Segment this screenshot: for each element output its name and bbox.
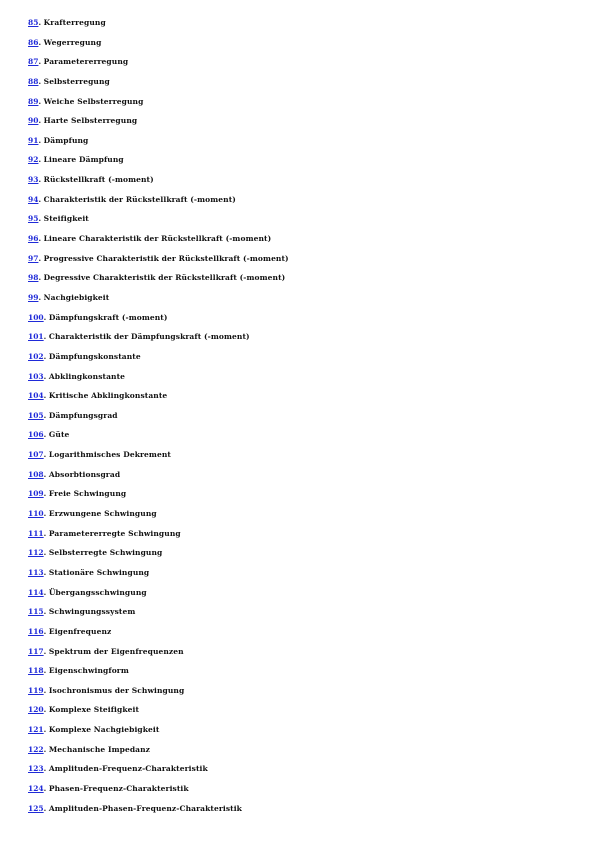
entry-number-link[interactable]: 103 xyxy=(28,371,44,381)
entry-term: Lineare Charakteristik der Rückstellkraft (-moment) xyxy=(43,234,272,244)
entry-term: Dämpfungskraft (-moment) xyxy=(48,312,168,322)
list-item xyxy=(28,685,289,705)
entry-term: Steifigkeit xyxy=(43,214,89,224)
separator: . xyxy=(43,607,49,617)
entry-number-link[interactable]: 117 xyxy=(28,646,44,656)
separator: . xyxy=(43,685,49,695)
list-item xyxy=(28,96,289,116)
entry-number-link[interactable]: 116 xyxy=(28,626,44,636)
entry-number-link[interactable]: 91 xyxy=(28,135,39,145)
list-item xyxy=(28,744,289,764)
list-item xyxy=(28,174,289,194)
list-item xyxy=(28,371,289,391)
list-item xyxy=(28,292,289,312)
entry-number-link[interactable]: 94 xyxy=(28,194,39,204)
entry-term: Eigenfrequenz xyxy=(48,626,112,636)
entry-term: Parametererregte Schwingung xyxy=(48,528,181,538)
entry-number-link[interactable]: 86 xyxy=(28,37,39,47)
entry-term: Wegerregung xyxy=(43,37,102,47)
entry-term: Degressive Charakteristik der Rückstellkraft (-moment) xyxy=(43,273,286,283)
entry-term: Dämpfungsgrad xyxy=(48,410,118,420)
separator: . xyxy=(43,410,49,420)
entry-number-link[interactable]: 92 xyxy=(28,155,39,165)
separator: . xyxy=(43,548,49,558)
entry-term: Komplexe Steifigkeit xyxy=(48,705,140,715)
entry-term: Progressive Charakteristik der Rückstellkraft (-moment) xyxy=(43,253,289,263)
list-item xyxy=(28,213,289,233)
entry-number-link[interactable]: 125 xyxy=(28,803,44,813)
list-item xyxy=(28,547,289,567)
entry-number-link[interactable]: 99 xyxy=(28,292,39,302)
separator: . xyxy=(43,430,49,440)
entry-term: Selbsterregte Schwingung xyxy=(48,548,163,558)
list-item xyxy=(28,135,289,155)
entry-number-link[interactable]: 105 xyxy=(28,410,44,420)
entry-number-link[interactable]: 102 xyxy=(28,351,44,361)
entry-number-link[interactable]: 118 xyxy=(28,666,44,676)
entry-term: Eigenschwingform xyxy=(48,666,129,676)
entry-term: Selbsterregung xyxy=(43,76,110,86)
entry-term: Stationäre Schwingung xyxy=(48,567,150,577)
term-index-list xyxy=(28,17,289,822)
entry-term: Mechanische Impedanz xyxy=(48,744,151,754)
list-item xyxy=(28,390,289,410)
entry-term: Harte Selbsterregung xyxy=(43,116,138,126)
entry-term: Rückstellkraft (-moment) xyxy=(43,175,154,185)
separator: . xyxy=(38,214,44,224)
separator: . xyxy=(43,783,49,793)
entry-term: Phasen-Frequenz-Charakteristik xyxy=(48,783,189,793)
separator: . xyxy=(43,725,49,735)
entry-term: Krafterregung xyxy=(43,18,106,27)
list-item xyxy=(28,351,289,371)
list-item xyxy=(28,17,289,37)
list-item xyxy=(28,154,289,174)
separator: . xyxy=(38,96,44,106)
list-item xyxy=(28,429,289,449)
list-item xyxy=(28,233,289,253)
entry-number-link[interactable]: 107 xyxy=(28,450,44,460)
entry-term: Amplituden-Frequenz-Charakteristik xyxy=(48,764,208,774)
entry-term: Logarithmisches Dekrement xyxy=(48,450,171,460)
list-item xyxy=(28,37,289,57)
list-item xyxy=(28,488,289,508)
entry-number-link[interactable]: 115 xyxy=(28,607,44,617)
separator: . xyxy=(38,175,44,185)
entry-number-link[interactable]: 120 xyxy=(28,705,44,715)
entry-term: Schwingungssystem xyxy=(48,607,136,617)
separator: . xyxy=(38,135,44,145)
list-item xyxy=(28,567,289,587)
entry-number-link[interactable]: 88 xyxy=(28,76,39,86)
entry-number-link[interactable]: 113 xyxy=(28,567,44,577)
entry-number-link[interactable]: 106 xyxy=(28,430,44,440)
entry-term: Kritische Abklingkonstante xyxy=(48,391,168,401)
entry-term: Nachgiebigkeit xyxy=(43,292,110,302)
separator: . xyxy=(38,76,44,86)
separator: . xyxy=(43,528,49,538)
entry-number-link[interactable]: 95 xyxy=(28,214,39,224)
entry-number-link[interactable]: 112 xyxy=(28,548,44,558)
separator: . xyxy=(38,253,44,263)
list-item xyxy=(28,724,289,744)
separator: . xyxy=(43,666,49,676)
entry-term: Dämpfungskonstante xyxy=(48,351,141,361)
entry-number-link[interactable]: 97 xyxy=(28,253,39,263)
entry-term: Dämpfung xyxy=(43,135,89,145)
list-item xyxy=(28,606,289,626)
list-item xyxy=(28,704,289,724)
list-item xyxy=(28,410,289,430)
entry-term: Komplexe Nachgiebigkeit xyxy=(48,725,160,735)
separator: . xyxy=(38,155,44,165)
entry-term: Freie Schwingung xyxy=(48,489,127,499)
entry-number-link[interactable]: 89 xyxy=(28,96,39,106)
list-item xyxy=(28,646,289,666)
entry-number-link[interactable]: 96 xyxy=(28,234,39,244)
separator: . xyxy=(43,587,49,597)
entry-term: Charakteristik der Rückstellkraft (-moment) xyxy=(43,194,236,204)
separator: . xyxy=(43,351,49,361)
entry-number-link[interactable]: 85 xyxy=(28,18,39,27)
separator: . xyxy=(43,469,49,479)
entry-term: Isochronismus der Schwingung xyxy=(48,685,185,695)
separator: . xyxy=(43,705,49,715)
entry-term: Absorbtionsgrad xyxy=(48,469,121,479)
separator: . xyxy=(43,646,49,656)
separator: . xyxy=(43,312,49,322)
list-item xyxy=(28,665,289,685)
separator: . xyxy=(43,371,49,381)
separator: . xyxy=(38,273,44,283)
entry-number-link[interactable]: 124 xyxy=(28,783,44,793)
list-item xyxy=(28,76,289,96)
separator: . xyxy=(38,194,44,204)
list-item xyxy=(28,803,289,823)
entry-term: Spektrum der Eigenfrequenzen xyxy=(48,646,184,656)
entry-number-link[interactable]: 109 xyxy=(28,489,44,499)
list-item xyxy=(28,763,289,783)
separator: . xyxy=(43,626,49,636)
list-item xyxy=(28,469,289,489)
entry-number-link[interactable]: 114 xyxy=(28,587,44,597)
entry-number-link[interactable]: 108 xyxy=(28,469,44,479)
entry-number-link[interactable]: 121 xyxy=(28,725,44,735)
separator: . xyxy=(38,116,44,126)
list-item xyxy=(28,783,289,803)
separator: . xyxy=(43,764,49,774)
entry-term: Erzwungene Schwingung xyxy=(48,509,157,519)
separator: . xyxy=(43,391,49,401)
entry-term: Parametererregung xyxy=(43,57,129,67)
separator: . xyxy=(43,567,49,577)
list-item xyxy=(28,331,289,351)
entry-number-link[interactable]: 98 xyxy=(28,273,39,283)
separator: . xyxy=(43,489,49,499)
entry-number-link[interactable]: 123 xyxy=(28,764,44,774)
entry-term: Weiche Selbsterregung xyxy=(43,96,144,106)
entry-number-link[interactable]: 119 xyxy=(28,685,44,695)
list-item xyxy=(28,253,289,273)
list-item xyxy=(28,115,289,135)
list-item xyxy=(28,587,289,607)
separator: . xyxy=(38,18,44,27)
entry-term: Lineare Dämpfung xyxy=(43,155,124,165)
separator: . xyxy=(38,57,44,67)
list-item xyxy=(28,312,289,332)
entry-number-link[interactable]: 101 xyxy=(28,332,44,342)
list-item xyxy=(28,508,289,528)
list-item xyxy=(28,626,289,646)
entry-number-link[interactable]: 93 xyxy=(28,175,39,185)
entry-term: Charakteristik der Dämpfungskraft (-moment) xyxy=(48,332,250,342)
separator: . xyxy=(38,234,44,244)
list-item xyxy=(28,449,289,469)
list-item xyxy=(28,272,289,292)
separator: . xyxy=(43,509,49,519)
entry-number-link[interactable]: 122 xyxy=(28,744,44,754)
separator: . xyxy=(43,450,49,460)
list-item xyxy=(28,528,289,548)
entry-number-link[interactable]: 111 xyxy=(28,528,44,538)
separator: . xyxy=(43,332,49,342)
entry-term: Übergangsschwingung xyxy=(48,587,147,597)
entry-number-link[interactable]: 90 xyxy=(28,116,39,126)
entry-term: Güte xyxy=(48,430,70,440)
entry-number-link[interactable]: 110 xyxy=(28,509,44,519)
entry-term: Amplituden-Phasen-Frequenz-Charakteristik xyxy=(48,803,242,813)
entry-term: Abklingkonstante xyxy=(48,371,126,381)
separator: . xyxy=(38,37,44,47)
list-item xyxy=(28,56,289,76)
separator: . xyxy=(43,744,49,754)
list-item xyxy=(28,194,289,214)
separator: . xyxy=(43,803,49,813)
entry-number-link[interactable]: 104 xyxy=(28,391,44,401)
entry-number-link[interactable]: 100 xyxy=(28,312,44,322)
entry-number-link[interactable]: 87 xyxy=(28,57,39,67)
separator: . xyxy=(38,292,44,302)
